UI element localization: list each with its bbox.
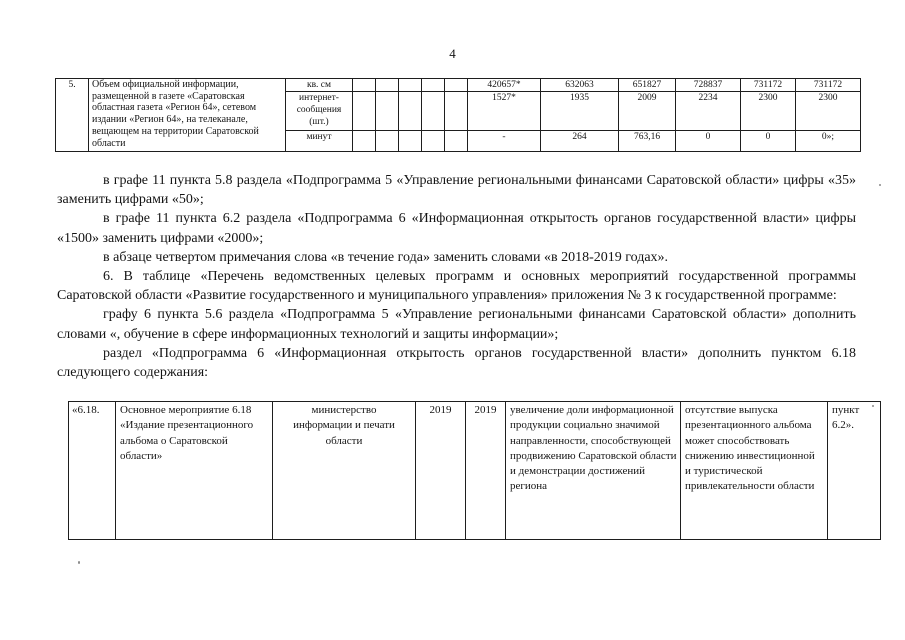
- top-table-value-cell: 0: [741, 131, 796, 152]
- top-table-empty-cell: [422, 92, 445, 131]
- scan-speck: [872, 405, 874, 407]
- top-table-empty-cell: [445, 92, 468, 131]
- paragraph-amend-6-2: в графе 11 пункта 6.2 раздела «Подпрограмма 6 «Информационная открытость органов государственной власти» цифры «1500» заменить цифрами «2000»;: [57, 211, 856, 246]
- top-table-value-cell: 763,16: [619, 131, 676, 152]
- paragraph-amend-note: в абзаце четвертом примечания слова «в течение года» заменить словами «в 2018-2019 годах».: [103, 249, 669, 265]
- top-table-value-cell: 420657*: [468, 79, 541, 92]
- top-table-description: Объем официальной информации, размещенной в газете «Саратовская областная газета «Регион 64», сетевом издании «Регион 64», на телеканале, вещающем на территории Саратовской области: [89, 79, 286, 152]
- top-table-value-cell: 731172: [741, 79, 796, 92]
- paragraph-amend-5-8: в графе 11 пункта 5.8 раздела «Подпрограмма 5 «Управление региональными финансами Саратовской области» цифры «35» заменить цифрами «50»;: [57, 173, 856, 208]
- top-table: [55, 78, 861, 152]
- bottom-table-measure-name: Основное мероприятие 6.18 «Издание презентационного альбома о Саратовской области»: [116, 402, 273, 540]
- top-table-empty-cell: [353, 79, 376, 92]
- bottom-table-row: [69, 402, 881, 540]
- top-table-value-cell: 0»;: [796, 131, 861, 152]
- bottom-table-year-start: 2019: [416, 402, 466, 540]
- bottom-table-reference: пункт 6.2».: [828, 402, 881, 540]
- top-table-value-cell: 0: [676, 131, 741, 152]
- top-table-empty-cell: [353, 92, 376, 131]
- top-table-value-cell: 731172: [796, 79, 861, 92]
- top-table-empty-cell: [376, 79, 399, 92]
- body-text: [57, 171, 856, 382]
- bottom-table-item-number: «6.18.: [69, 402, 116, 540]
- top-table-value-cell: 728837: [676, 79, 741, 92]
- top-table-value-cell: 632063: [541, 79, 619, 92]
- top-table-unit-cell: интернет-сообщения (шт.): [286, 92, 353, 131]
- top-table-row-number: 5.: [56, 79, 89, 152]
- top-table-empty-cell: [445, 79, 468, 92]
- top-table-unit-cell: кв. см: [286, 79, 353, 92]
- paragraph-amend-5-6: графу 6 пункта 5.6 раздела «Подпрограмма 5 «Управление региональными финансами Саратовской области» дополнить словами «, обучение в сфере информационных технологий и защиты информации»;: [57, 307, 856, 342]
- top-table-value-cell: 264: [541, 131, 619, 152]
- top-table-value-cell: 1527*: [468, 92, 541, 131]
- top-table-empty-cell: [399, 79, 422, 92]
- top-table-unit-cell: минут: [286, 131, 353, 152]
- top-table-value-cell: 2300: [796, 92, 861, 131]
- top-table-empty-cell: [399, 131, 422, 152]
- top-table-value-cell: 651827: [619, 79, 676, 92]
- top-table-value-cell: 2234: [676, 92, 741, 131]
- bottom-table-year-end: 2019: [466, 402, 506, 540]
- bottom-table-executor: министерство информации и печати области: [273, 402, 416, 540]
- top-table-empty-cell: [422, 79, 445, 92]
- bottom-table-risk: отсутствие выпуска презентационного альбома может способствовать снижению инвестиционной и туристической привлекательности области: [681, 402, 828, 540]
- top-table-value-cell: 2300: [741, 92, 796, 131]
- bottom-table-expected-result: увеличение доли информационной продукции социально значимой направленности, способствующей продвижению Саратовской области и демонстрации достижений региона: [506, 402, 681, 540]
- top-table-empty-cell: [376, 92, 399, 131]
- top-table-empty-cell: [445, 131, 468, 152]
- scan-speck: [78, 561, 80, 564]
- top-table-value-cell: 1935: [541, 92, 619, 131]
- page-number: 4: [449, 46, 456, 61]
- top-table-empty-cell: [376, 131, 399, 152]
- paragraph-item-6: 6. В таблице «Перечень ведомственных целевых программ и основных мероприятий государственной программы Саратовской области «Развитие государственного и муниципального управления» приложения № 3 к государственной программе:: [57, 269, 856, 304]
- top-table-value-cell: -: [468, 131, 541, 152]
- top-table-empty-cell: [353, 131, 376, 152]
- scan-speck: [879, 184, 881, 186]
- top-table-empty-cell: [422, 131, 445, 152]
- top-table-value-cell: 2009: [619, 92, 676, 131]
- paragraph-add-6-18: раздел «Подпрограмма 6 «Информационная открытость органов государственной власти» дополнить пунктом 6.18 следующего содержания:: [57, 345, 856, 381]
- top-table-empty-cell: [399, 92, 422, 131]
- bottom-table: [68, 401, 881, 540]
